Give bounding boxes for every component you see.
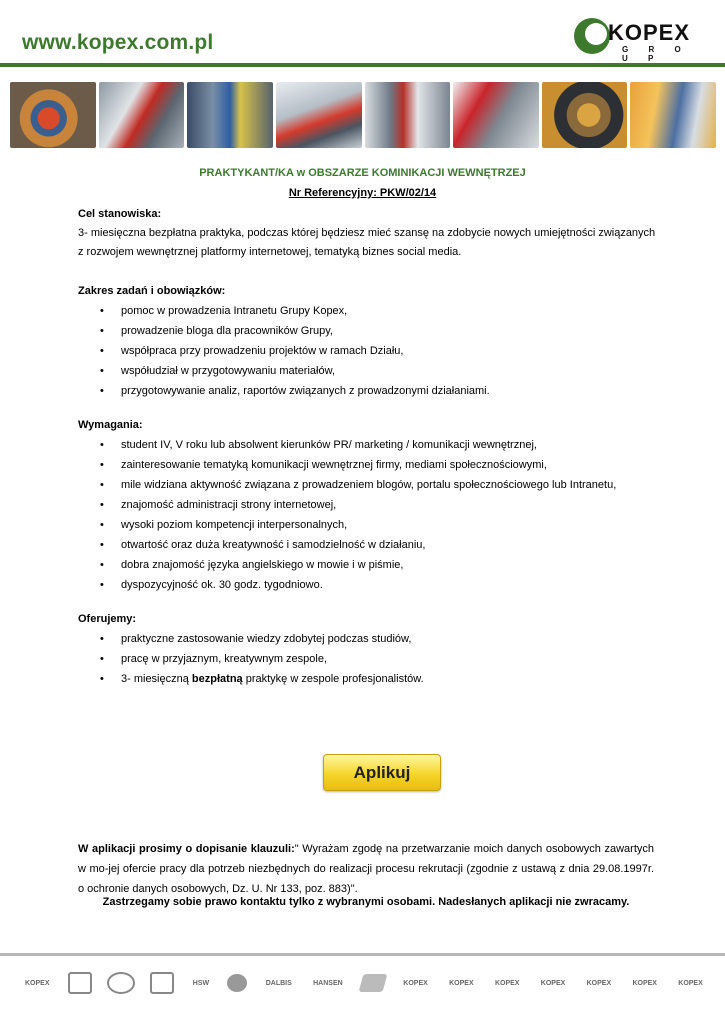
partner-logo: KOPEX — [678, 979, 703, 987]
list-item: • współpraca przy prowadzeniu projektów w ramach Działu, — [78, 341, 658, 361]
kopex-logo — [572, 16, 712, 63]
goal-line-1: 3- miesięczna bezpłatna praktyka, podczas której będziesz mieć szansę na zdobycie nowych umiejętności związanych — [78, 227, 656, 239]
partner-logo: DALBIS — [265, 979, 292, 987]
list-item: • dyspozycyjność ok. 30 godz. tygodniowo. — [78, 575, 658, 595]
contact-disclaimer: Zastrzegamy sobie prawo kontaktu tylko z wybranymi osobami. Nadesłanych aplikacji nie zwracamy. — [102, 896, 630, 908]
page-header — [0, 0, 725, 70]
logo-word: KOPEX — [608, 20, 691, 45]
list-item: • pomoc w prowadzenia Intranetu Grupy Kopex, — [78, 301, 658, 321]
logo-subtitle: G R O U P — [622, 45, 690, 63]
partner-logo: KOPEX — [586, 979, 612, 987]
job-description — [78, 205, 658, 689]
partner-logo: KOPEX — [25, 979, 50, 987]
industrial-photo-2 — [99, 82, 185, 148]
list-item — [78, 669, 658, 689]
list-item: • mile widziana aktywność związana z prowadzeniem blogów, portalu społecznościowego lub Intranetu, — [78, 475, 658, 495]
goal-line-2: z rozwojem wewnętrznej platformy internetowej, tematyką biznes social media. — [78, 246, 462, 258]
industrial-photo-1 — [10, 82, 96, 148]
partner-logo: KOPEX — [540, 979, 566, 987]
partner-logo-icon — [227, 974, 247, 992]
list-item: • praktyczne zastosowanie wiedzy zdobytej podczas studiów, — [78, 629, 658, 649]
partner-logo-icon — [107, 972, 135, 994]
list-item: • zainteresowanie tematyką komunikacji wewnętrznej firmy, mediami społecznościowymi, — [78, 455, 658, 475]
offer-heading: Oferujemy: — [78, 613, 137, 625]
industrial-photo-6 — [453, 82, 539, 148]
partner-logo: KOPEX — [494, 979, 520, 987]
reference-number: Nr Referencyjny: PKW/02/14 — [288, 187, 437, 199]
list-item: • otwartość oraz duża kreatywność i samodzielność w działaniu, — [78, 535, 658, 555]
footer-divider — [0, 953, 725, 956]
partner-logo-icon — [150, 972, 174, 994]
offer-text-pre: 3- miesięczną — [121, 673, 192, 685]
partner-logos — [22, 970, 706, 996]
kopex-logo-mark-icon — [572, 16, 612, 56]
offer-list — [78, 629, 658, 689]
goal-heading: Cel stanowiska: — [78, 208, 162, 220]
site-url[interactable]: www.kopex.com.pl — [22, 31, 214, 54]
industrial-photo-3 — [187, 82, 273, 148]
duties-list — [78, 301, 658, 401]
list-item: • student IV, V roku lub absolwent kierunków PR/ marketing / komunikacji wewnętrznej, — [78, 435, 658, 455]
list-item: • prowadzenie bloga dla pracowników Grupy, — [78, 321, 658, 341]
partner-logo: KOPEX — [632, 979, 657, 987]
photo-strip — [10, 82, 716, 148]
partner-logo: KOPEX — [449, 979, 474, 987]
partner-logo: HANSEN — [313, 979, 343, 987]
job-title: PRAKTYKANT/KA w OBSZARZE KOMINIKACJI WEWNĘTRZEJ — [199, 167, 526, 179]
list-item: • przygotowywanie analiz, raportów związanych z prowadzonymi działaniami. — [78, 381, 658, 401]
industrial-photo-4 — [276, 82, 362, 148]
apply-button[interactable] — [323, 754, 441, 791]
list-item: • współudział w przygotowywaniu materiałów, — [78, 361, 658, 381]
consent-clause-heading: W aplikacji prosimy o dopisanie klauzuli: — [78, 843, 295, 855]
requirements-list — [78, 435, 658, 595]
industrial-photo-8 — [630, 82, 716, 148]
duties-heading: Zakres zadań i obowiązków: — [78, 285, 226, 297]
industrial-photo-7 — [542, 82, 628, 148]
offer-text-bold: bezpłatną — [191, 673, 243, 685]
industrial-photo-5 — [365, 82, 451, 148]
header-divider — [0, 63, 725, 67]
list-item: • wysoki poziom kompetencji interpersonalnych, — [78, 515, 658, 535]
list-item: • dobra znajomość języka angielskiego w mowie i w piśmie, — [78, 555, 658, 575]
requirements-heading: Wymagania: — [78, 419, 143, 431]
consent-clause — [78, 839, 654, 899]
partner-logo-icon — [359, 974, 388, 992]
apply-button-label: Aplikuj — [353, 763, 411, 782]
consent-clause-text: " Wyrażam zgodę na przetwarzanie moich danych osobowych zawartych w mo-jej ofercie pracy dla potrzeb niezbędnych do realizacji procesu rekrutacji (zgodnie z ustawą z dnia 29.08.1997r. o ochronie danych osobowych, Dz. U. Nr 133, poz. 883)". — [78, 843, 654, 895]
partner-logo: HSW — [192, 979, 210, 987]
list-item: • pracę w przyjaznym, kreatywnym zespole, — [78, 649, 658, 669]
list-item: • znajomość administracji strony internetowej, — [78, 495, 658, 515]
offer-text-post: praktykę w zespole profesjonalistów. — [242, 673, 424, 685]
partner-logo-icon — [68, 972, 92, 994]
partner-logo: KOPEX — [403, 979, 428, 987]
